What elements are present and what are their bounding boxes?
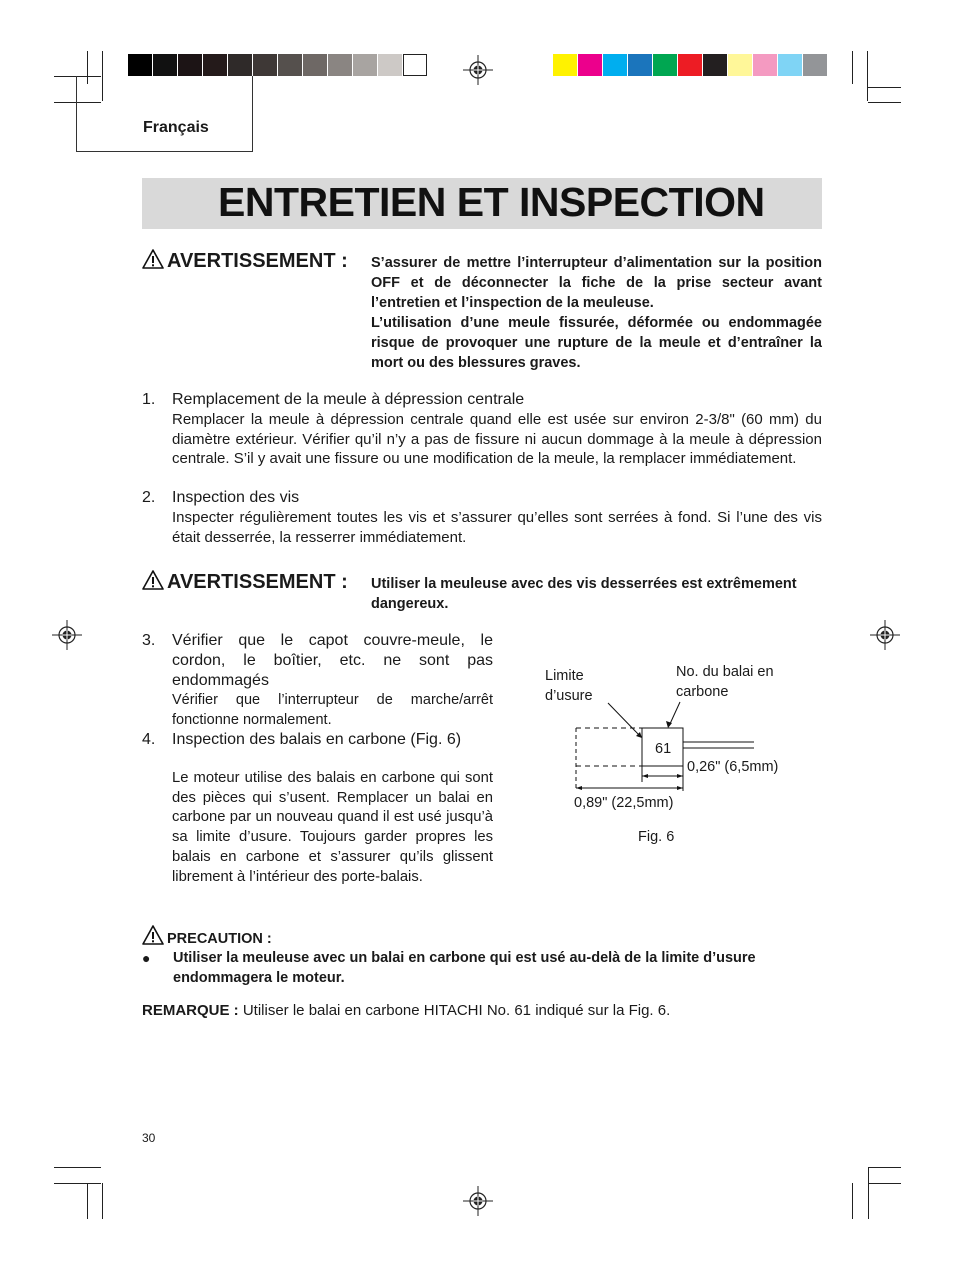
- caution-heading: [142, 925, 272, 947]
- warning-triangle-icon: [142, 570, 164, 590]
- color-swatch: [553, 54, 577, 76]
- gray-swatch: [153, 54, 177, 76]
- list-item-1-body: Remplacer la meule à dépression centrale quand elle est usée sur environ 2-3/8" (60 mm) du diamètre extérieur. Vérifier qu’il n’y a pas de fissure ni aucun dommage à la meule à dépression centrale. S’il y avait une fissure ou une modification de la meule, la remplacer immédiatement.: [172, 411, 822, 468]
- gray-swatch: [403, 54, 427, 76]
- warning-label-1: AVERTISSEMENT :: [167, 250, 348, 272]
- figure-dimension-large: 0,89" (22,5mm): [574, 795, 674, 811]
- color-swatch: [778, 54, 802, 76]
- registration-mark-top: [463, 55, 493, 85]
- warning-line-2: L’utilisation d’une meule fissurée, déformée ou endommagée risque de provoquer une rupture de la meule et d’entraîner la mort ou des blessures graves.: [371, 315, 822, 371]
- note-text: Utiliser le balai en carbone HITACHI No. 61 indiqué sur la Fig. 6.: [242, 1002, 671, 1019]
- language-tab: [76, 76, 253, 152]
- warning-label-2: AVERTISSEMENT :: [167, 571, 348, 593]
- note: [142, 1002, 670, 1019]
- list-item-3-heading: 3. Vérifier que le capot couvre-meule, le cordon, le boîtier, etc. ne sont pas endommagés: [142, 632, 493, 689]
- color-swatch: [653, 54, 677, 76]
- gray-swatch: [353, 54, 377, 76]
- warning-line-1: S’assurer de mettre l’interrupteur d’alimentation sur la position OFF et de déconnecter la fiche de la prise secteur avant l’entretien et l’inspection de la meuleuse.: [371, 255, 822, 311]
- gray-swatch: [328, 54, 352, 76]
- figure-caption: Fig. 6: [638, 829, 675, 845]
- caution-text: Utiliser la meuleuse avec un balai en carbone qui est usé au-delà de la limite d’usure endommagera le moteur.: [173, 950, 756, 986]
- color-swatch: [578, 54, 602, 76]
- color-swatch: [628, 54, 652, 76]
- gray-swatch: [278, 54, 302, 76]
- figure-label-brush-number: No. du balai en carbone: [676, 664, 774, 700]
- warning-heading-1: [142, 249, 348, 273]
- warning-heading-2: [142, 570, 348, 594]
- gray-swatch: [378, 54, 402, 76]
- figure-dimension-small: 0,26" (6,5mm): [687, 759, 779, 775]
- figure-brush-number: 61: [655, 741, 672, 757]
- color-swatch: [703, 54, 727, 76]
- color-swatch: [678, 54, 702, 76]
- color-swatch: [603, 54, 627, 76]
- color-swatch: [728, 54, 752, 76]
- gray-swatch: [303, 54, 327, 76]
- gray-swatch: [128, 54, 152, 76]
- page-title: ENTRETIEN ET INSPECTION: [218, 179, 765, 225]
- warning-text-2: Utiliser la meuleuse avec des vis desserrées est extrêmement dangereux.: [371, 576, 797, 612]
- list-item-4-heading: 4. Inspection des balais en carbone (Fig. 6): [142, 731, 462, 748]
- color-swatch: [753, 54, 777, 76]
- title-band: [142, 178, 822, 229]
- note-label: REMARQUE :: [142, 1002, 239, 1019]
- warning-text-1: [371, 253, 822, 373]
- language-label: Français: [143, 119, 209, 136]
- color-swatch: [803, 54, 827, 76]
- list-item-1-heading: 1. Remplacement de la meule à dépression centrale: [142, 391, 525, 408]
- page-number: 30: [142, 1131, 156, 1145]
- gray-swatch: [203, 54, 227, 76]
- gray-swatch: [228, 54, 252, 76]
- list-item-3-body: Vérifier que l’interrupteur de marche/arrêt fonctionne normalement.: [172, 692, 493, 728]
- warning-triangle-icon: [142, 249, 164, 269]
- list-item-4-body: Le moteur utilise des balais en carbone qui sont des pièces qui s’usent. Remplacer un balai en carbone par un nouveau quand il est usé jusqu’à sa limite d’usure. Toujours garder propres les balais en carbone et s’assurer qu’ils glissent librement à l’intérieur des porte-balais.: [172, 770, 493, 885]
- gray-swatch: [178, 54, 202, 76]
- caution-label: PRECAUTION :: [167, 931, 272, 947]
- registration-mark-bottom: [463, 1186, 493, 1216]
- figure-label-wear-limit: Limite d’usure: [545, 668, 593, 704]
- bullet-icon: ●: [142, 950, 151, 966]
- list-item-2-body: Inspecter régulièrement toutes les vis et s’assurer qu’elles sont serrées à fond. Si l’une des vis était desserrée, la resserrer immédiatement.: [172, 509, 822, 546]
- warning-triangle-icon: [142, 925, 164, 945]
- gray-swatch: [253, 54, 277, 76]
- registration-mark-right: [870, 620, 900, 650]
- list-item-2-heading: 2. Inspection des vis: [142, 489, 300, 506]
- registration-mark-left: [52, 620, 82, 650]
